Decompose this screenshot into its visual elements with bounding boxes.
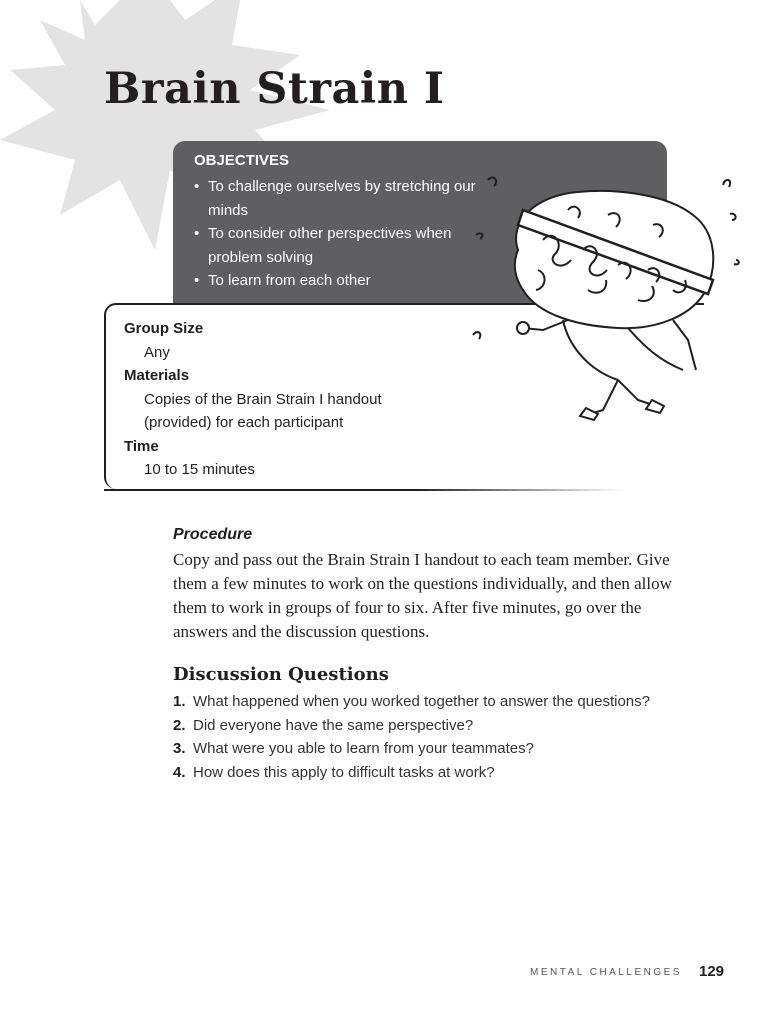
question-number: 4.: [173, 763, 186, 781]
materials-label: Materials: [124, 367, 190, 384]
discussion-question: [173, 690, 650, 714]
discussion-question: [173, 737, 650, 761]
question-number: 1.: [173, 693, 186, 710]
question-number: 3.: [173, 740, 186, 757]
objectives-list: [194, 175, 478, 293]
discussion-question: [173, 761, 650, 785]
time-value: 10 to 15 minutes: [144, 461, 255, 478]
question-number: 2.: [173, 716, 186, 734]
group-size-value: Any: [144, 343, 170, 361]
footer-section-label: MENTAL CHALLENGES: [530, 967, 682, 978]
discussion-heading: Discussion Questions: [173, 664, 389, 685]
materials-value: Copies of the Brain Strain I handout (provided) for each participant: [144, 390, 382, 431]
objective-item: • To challenge ourselves by stretching our minds: [194, 175, 478, 222]
question-text: How does this apply to difficult tasks at work?: [193, 763, 495, 781]
discussion-question: [173, 714, 650, 738]
group-size-label: Group Size: [124, 320, 204, 337]
question-text: What were you able to learn from your teammates?: [193, 740, 534, 757]
objective-item: • To learn from each other: [194, 269, 478, 293]
page-number: 129: [699, 963, 725, 980]
running-brain-illustration: [468, 170, 748, 430]
discussion-question-list: [173, 690, 650, 784]
page-title: Brain Strain I: [104, 64, 445, 114]
objectives-heading: OBJECTIVES: [194, 152, 290, 169]
question-text: Did everyone have the same perspective?: [193, 716, 474, 734]
time-label: Time: [124, 437, 159, 455]
procedure-text: Copy and pass out the Brain Strain I handout to each team member. Give them a few minutes to work on the questions individually, and then allow them to work in groups of four to six. After five minutes, go over the answers and the discussion questions.: [173, 550, 672, 641]
procedure-heading: Procedure: [173, 526, 253, 543]
question-text: What happened when you worked together to answer the questions?: [193, 693, 650, 710]
objective-item: • To consider other perspectives when problem solving: [194, 222, 478, 269]
